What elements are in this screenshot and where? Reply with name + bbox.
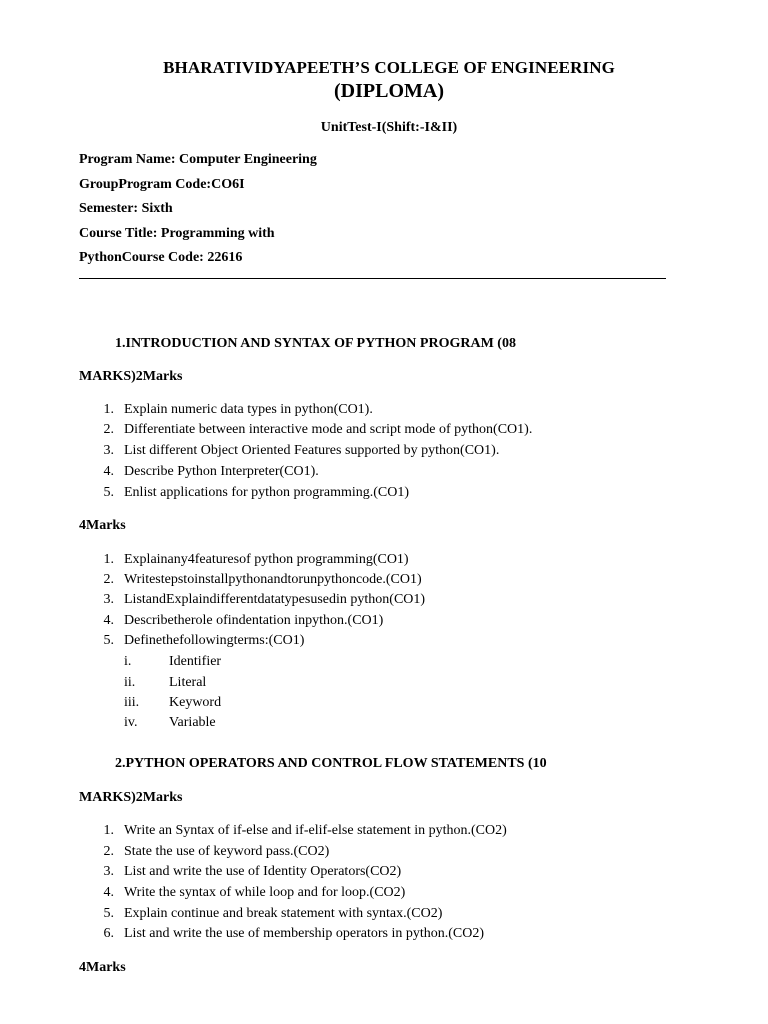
- program-name: Program Name: Computer Engineering: [79, 152, 317, 167]
- item-text: ListandExplaindifferentdatatypesusedin python(CO1): [124, 592, 426, 607]
- section-2-title: 2.PYTHON OPERATORS AND CONTROL FLOW STATEMENTS (10: [115, 756, 547, 771]
- item-number: 4.: [103, 613, 114, 628]
- roman-number: iii.: [124, 695, 140, 710]
- section-1-marks-line: MARKS)2Marks: [79, 369, 183, 384]
- item-text: Describetherole ofindentation inpython.(CO1): [124, 613, 384, 628]
- item-number: 1.: [103, 823, 114, 838]
- course-code: PythonCourse Code: 22616: [79, 250, 243, 265]
- term-text: Identifier: [169, 654, 222, 669]
- item-number: 2.: [103, 422, 114, 437]
- item-text: Describe Python Interpreter(CO1).: [124, 464, 319, 479]
- item-text: Write an Syntax of if-else and if-elif-else statement in python.(CO2): [124, 823, 507, 838]
- item-number: 5.: [103, 633, 114, 648]
- item-number: 4.: [103, 885, 114, 900]
- header-divider: [79, 278, 666, 279]
- item-text: State the use of keyword pass.(CO2): [124, 844, 330, 859]
- section-1-four-marks-label: 4Marks: [79, 518, 126, 533]
- item-number: 2.: [103, 844, 114, 859]
- term-text: Keyword: [169, 695, 222, 710]
- section-2-four-marks-label: 4Marks: [79, 960, 126, 975]
- item-number: 4.: [103, 464, 114, 479]
- item-text: Explain continue and break statement with syntax.(CO2): [124, 906, 443, 921]
- item-number: 1.: [103, 552, 114, 567]
- group-program-code: GroupProgram Code:CO6I: [79, 177, 245, 192]
- item-number: 5.: [103, 906, 114, 921]
- unit-test-heading: UnitTest-I(Shift:-I&II): [320, 120, 458, 135]
- item-number: 6.: [103, 926, 114, 941]
- item-number: 5.: [103, 485, 114, 500]
- roman-number: ii.: [124, 675, 136, 690]
- item-text: Writestepstoinstallpythonandtorunpythoncode.(CO1): [124, 572, 422, 587]
- item-text: List and write the use of membership operators in python.(CO2): [124, 926, 485, 941]
- item-text: Definethefollowingterms:(CO1): [124, 633, 305, 648]
- section-2-marks-line: MARKS)2Marks: [79, 790, 183, 805]
- term-text: Variable: [169, 715, 216, 730]
- roman-number: iv.: [124, 715, 138, 730]
- roman-number: i.: [124, 654, 132, 669]
- item-number: 3.: [103, 864, 114, 879]
- item-text: Explainany4featuresof python programming(CO1): [124, 552, 409, 567]
- college-name: BHARATIVIDYAPEETH’S COLLEGE OF ENGINEERING: [163, 58, 615, 77]
- semester: Semester: Sixth: [79, 201, 173, 216]
- item-text: List different Object Oriented Features supported by python(CO1).: [124, 443, 500, 458]
- item-text: List and write the use of Identity Operators(CO2): [124, 864, 402, 879]
- diploma-heading: (DIPLOMA): [334, 80, 444, 102]
- item-text: Explain numeric data types in python(CO1).: [124, 402, 373, 417]
- item-number: 3.: [103, 592, 114, 607]
- item-text: Write the syntax of while loop and for loop.(CO2): [124, 885, 406, 900]
- item-text: Enlist applications for python programming.(CO1): [124, 485, 410, 500]
- item-text: Differentiate between interactive mode and script mode of python(CO1).: [124, 422, 533, 437]
- item-number: 1.: [103, 402, 114, 417]
- term-text: Literal: [169, 675, 207, 690]
- item-number: 3.: [103, 443, 114, 458]
- item-number: 2.: [103, 572, 114, 587]
- course-title: Course Title: Programming with: [79, 226, 275, 241]
- section-1-title: 1.INTRODUCTION AND SYNTAX OF PYTHON PROGRAM (08: [115, 336, 516, 351]
